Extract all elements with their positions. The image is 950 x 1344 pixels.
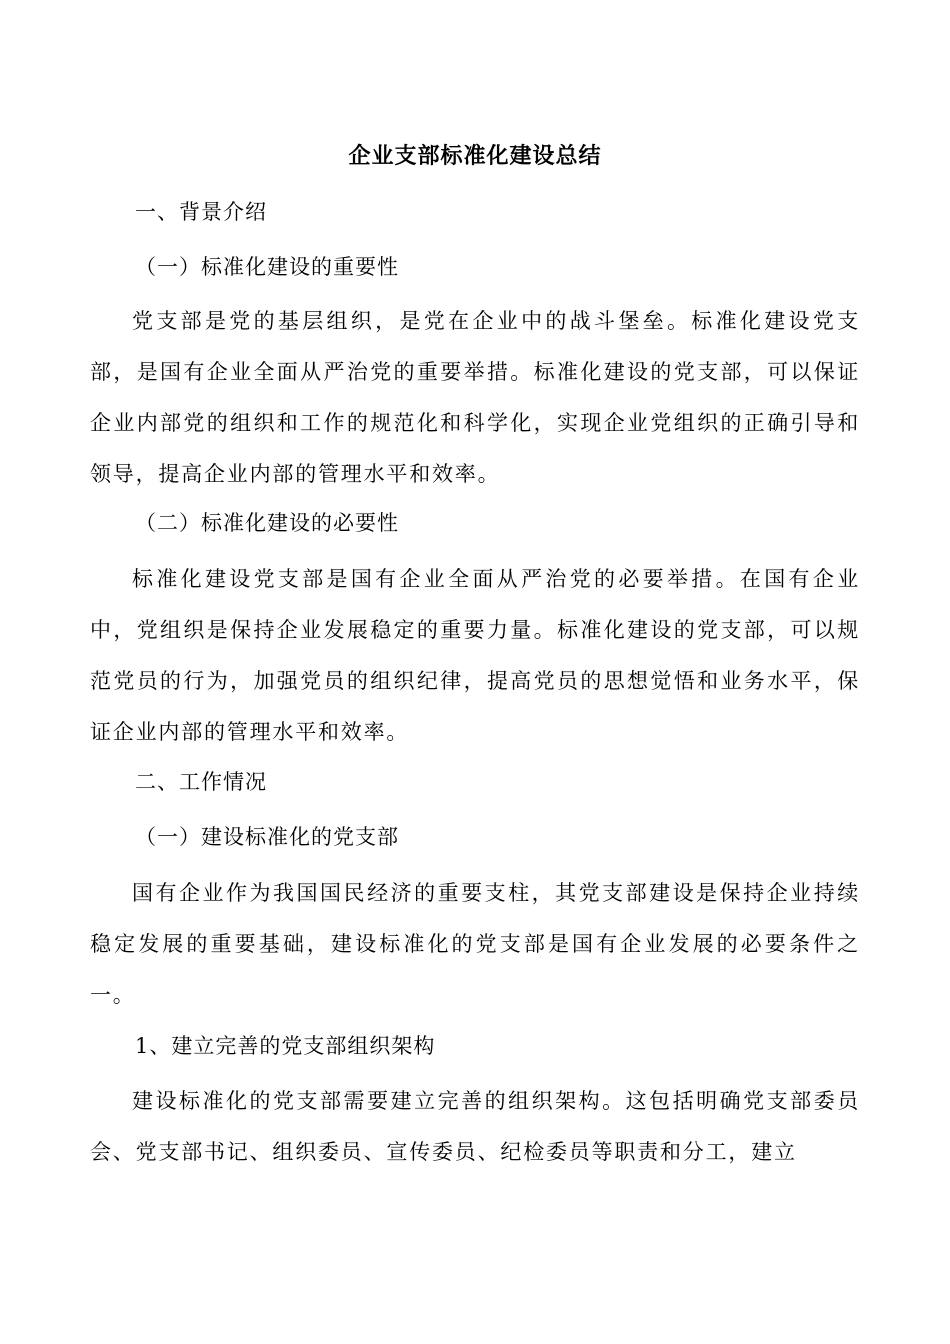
subsection-heading-necessity: （二）标准化建设的必要性 xyxy=(135,511,399,535)
item-heading-structure: 1、建立完善的党支部组织架构 xyxy=(135,1034,436,1058)
subsection-heading-importance: （一）标准化建设的重要性 xyxy=(135,255,399,279)
section-heading-work: 二、工作情况 xyxy=(135,770,267,794)
paragraph-necessity: 标准化建设党支部是国有企业全面从严治党的必要举措。在国有企业中，党组织是保持企业发展稳定的重要力量。标准化建设的党支部，可以规范党员的行为，加强党员的组织纪律，提高党员的思想觉悟和业务水平，保证企业内部的管理水平和效率。 xyxy=(90,567,860,744)
paragraph-structure: 建设标准化的党支部需要建立完善的组织架构。这包括明确党支部委员会、党支部书记、组织委员、宣传委员、纪检委员等职责和分工，建立 xyxy=(90,1089,860,1164)
paragraph-importance: 党支部是党的基层组织，是党在企业中的战斗堡垒。标准化建设党支部，是国有企业全面从严治党的重要举措。标准化建设的党支部，可以保证企业内部党的组织和工作的规范化和科学化，实现企业党组织的正确引导和领导，提高企业内部的管理水平和效率。 xyxy=(90,309,860,486)
paragraph-build: 国有企业作为我国国民经济的重要支柱，其党支部建设是保持企业持续稳定发展的重要基础，建设标准化的党支部是国有企业发展的必要条件之一。 xyxy=(90,881,860,1007)
document-title: 企业支部标准化建设总结 xyxy=(348,143,602,169)
subsection-heading-build: （一）建设标准化的党支部 xyxy=(135,825,399,849)
section-heading-background: 一、背景介绍 xyxy=(135,200,267,224)
